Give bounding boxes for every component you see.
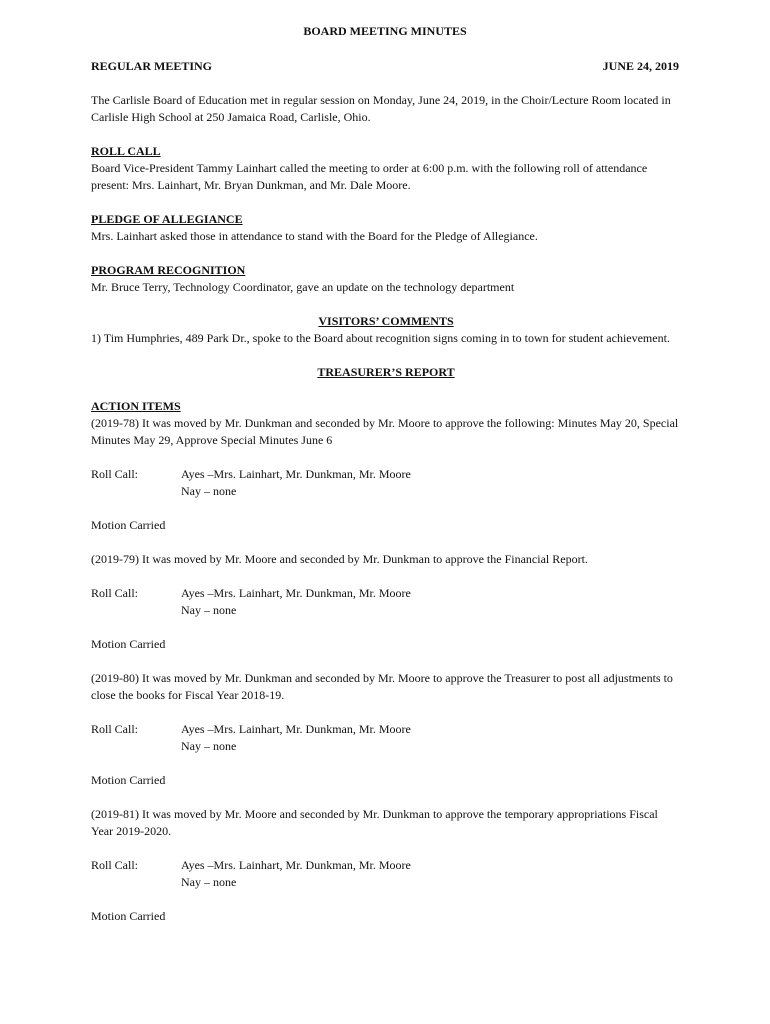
roll-call-ayes: Ayes –Mrs. Lainhart, Mr. Dunkman, Mr. Moore: [181, 467, 411, 481]
document-title: BOARD MEETING MINUTES: [303, 24, 467, 38]
pledge-heading: PLEDGE OF ALLEGIANCE: [91, 212, 243, 226]
roll-call-heading: ROLL CALL: [91, 144, 161, 158]
motion-result: Motion Carried: [91, 637, 166, 651]
roll-call-ayes: Ayes –Mrs. Lainhart, Mr. Dunkman, Mr. Moore: [181, 858, 411, 872]
document-body: [91, 92, 681, 925]
meeting-type: REGULAR MEETING: [91, 59, 213, 73]
action-item-text: (2019-81) It was moved by Mr. Moore and seconded by Mr. Dunkman to approve the temporary appropriations Fiscal Year 2019-2020.: [91, 807, 658, 838]
action-item-roll-call: [91, 585, 681, 619]
action-item-roll-call: [91, 857, 681, 891]
action-item-text: (2019-80) It was moved by Mr. Dunkman and seconded by Mr. Moore to approve the Treasurer to post all adjustments to close the books for Fiscal Year 2018-19.: [91, 671, 673, 702]
motion-result: Motion Carried: [91, 773, 166, 787]
roll-call-nays: Nay – none: [181, 484, 237, 498]
roll-call-label: Roll Call:: [91, 586, 139, 600]
meeting-date: JUNE 24, 2019: [602, 59, 679, 73]
intro-paragraph: The Carlisle Board of Education met in regular session on Monday, June 24, 2019, in the Choir/Lecture Room located in Carlisle High School at 250 Jamaica Road, Carlisle, Ohio.: [91, 93, 671, 124]
program-heading: PROGRAM RECOGNITION: [91, 263, 246, 277]
roll-call-label: Roll Call:: [91, 467, 139, 481]
motion-result: Motion Carried: [91, 909, 166, 923]
motion-result: Motion Carried: [91, 518, 166, 532]
roll-call-label: Roll Call:: [91, 858, 139, 872]
roll-call-text: Board Vice-President Tammy Lainhart called the meeting to order at 6:00 p.m. with the following roll of attendance present: Mrs. Lainhart, Mr. Bryan Dunkman, and Mr. Dale Moore.: [91, 161, 648, 192]
roll-call-nays: Nay – none: [181, 739, 237, 753]
meeting-meta: [91, 58, 679, 75]
program-text: Mr. Bruce Terry, Technology Coordinator, gave an update on the technology department: [91, 280, 515, 294]
action-items-heading: ACTION ITEMS: [91, 399, 181, 413]
roll-call-ayes: Ayes –Mrs. Lainhart, Mr. Dunkman, Mr. Moore: [181, 586, 411, 600]
action-item-roll-call: [91, 466, 681, 500]
roll-call-nays: Nay – none: [181, 875, 237, 889]
action-item-text: (2019-78) It was moved by Mr. Dunkman and seconded by Mr. Moore to approve the following: Minutes May 20, Special Minutes May 29, Approve Special Minutes June 6: [91, 416, 679, 447]
roll-call-nays: Nay – none: [181, 603, 237, 617]
visitors-text: 1) Tim Humphries, 489 Park Dr., spoke to the Board about recognition signs coming in to town for student achievement.: [91, 331, 670, 345]
action-item-roll-call: [91, 721, 681, 755]
action-item-text: (2019-79) It was moved by Mr. Moore and seconded by Mr. Dunkman to approve the Financial Report.: [91, 552, 588, 566]
visitors-heading: VISITORS’ COMMENTS: [318, 314, 454, 328]
roll-call-ayes: Ayes –Mrs. Lainhart, Mr. Dunkman, Mr. Moore: [181, 722, 411, 736]
treasurer-heading: TREASURER’S REPORT: [317, 365, 455, 379]
pledge-text: Mrs. Lainhart asked those in attendance to stand with the Board for the Pledge of Allegiance.: [91, 229, 538, 243]
roll-call-label: Roll Call:: [91, 722, 139, 736]
